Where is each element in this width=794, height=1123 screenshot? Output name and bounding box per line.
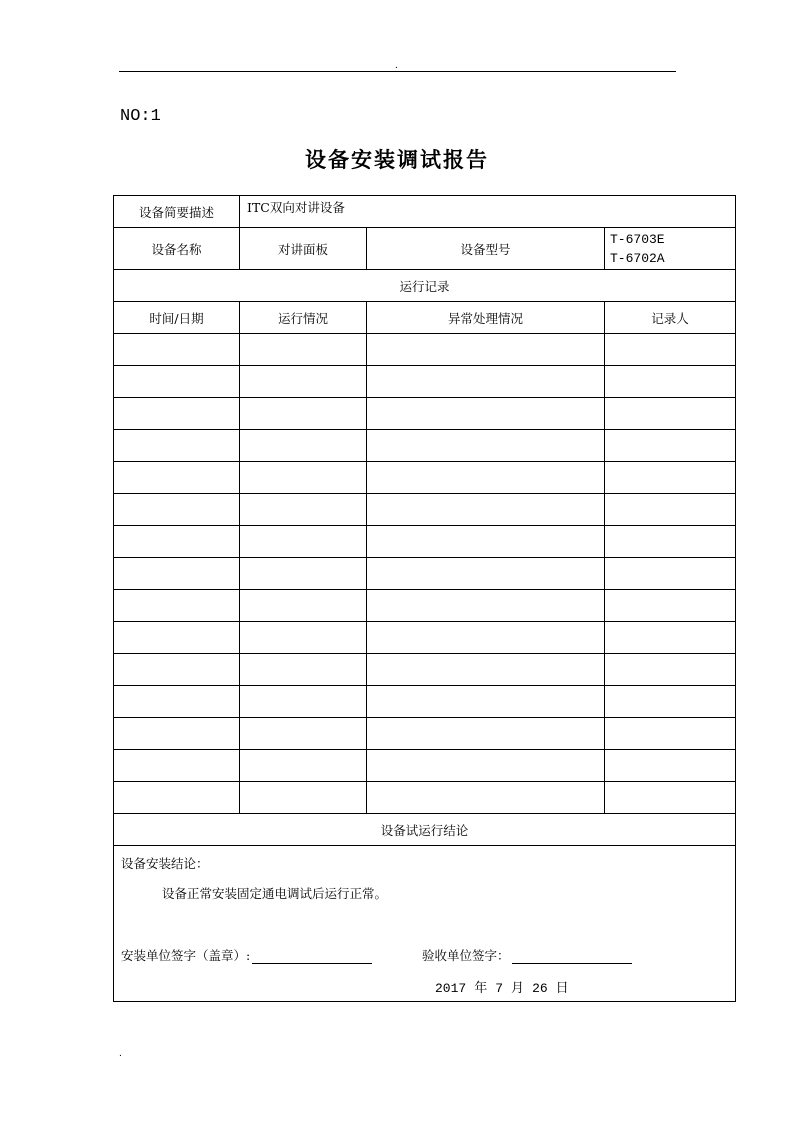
record-exception-cell[interactable] bbox=[367, 430, 605, 462]
record-status-cell[interactable] bbox=[240, 622, 367, 654]
record-exception-cell[interactable] bbox=[367, 590, 605, 622]
record-exception-cell[interactable] bbox=[367, 558, 605, 590]
record-recorder-cell[interactable] bbox=[605, 334, 736, 366]
record-row bbox=[114, 622, 736, 654]
column-header-status: 运行情况 bbox=[240, 302, 367, 334]
record-row bbox=[114, 398, 736, 430]
record-status-cell[interactable] bbox=[240, 558, 367, 590]
record-status-cell[interactable] bbox=[240, 366, 367, 398]
record-exception-cell[interactable] bbox=[367, 398, 605, 430]
record-row bbox=[114, 494, 736, 526]
date-month-unit: 月 bbox=[511, 981, 525, 996]
record-status-cell[interactable] bbox=[240, 654, 367, 686]
equipment-model-value bbox=[605, 228, 736, 270]
record-status-cell[interactable] bbox=[240, 430, 367, 462]
run-record-header: 运行记录 bbox=[114, 270, 736, 302]
record-date-cell[interactable] bbox=[114, 782, 240, 814]
record-date-cell[interactable] bbox=[114, 334, 240, 366]
record-recorder-cell[interactable] bbox=[605, 718, 736, 750]
record-row bbox=[114, 750, 736, 782]
header-rule bbox=[119, 71, 676, 72]
record-status-cell[interactable] bbox=[240, 590, 367, 622]
date-day: 26 bbox=[532, 981, 548, 996]
column-header-recorder: 记录人 bbox=[605, 302, 736, 334]
record-row bbox=[114, 430, 736, 462]
record-row bbox=[114, 686, 736, 718]
record-recorder-cell[interactable] bbox=[605, 750, 736, 782]
equipment-name-value: 对讲面板 bbox=[240, 228, 367, 270]
record-date-cell[interactable] bbox=[114, 686, 240, 718]
record-row bbox=[114, 526, 736, 558]
record-recorder-cell[interactable] bbox=[605, 782, 736, 814]
equipment-name-label: 设备名称 bbox=[114, 228, 240, 270]
record-exception-cell[interactable] bbox=[367, 462, 605, 494]
record-date-cell[interactable] bbox=[114, 526, 240, 558]
record-exception-cell[interactable] bbox=[367, 334, 605, 366]
description-value bbox=[240, 196, 736, 228]
record-recorder-cell[interactable] bbox=[605, 494, 736, 526]
record-date-cell[interactable] bbox=[114, 558, 240, 590]
column-header-date: 时间/日期 bbox=[114, 302, 240, 334]
column-header-exception: 异常处理情况 bbox=[367, 302, 605, 334]
record-exception-cell[interactable] bbox=[367, 654, 605, 686]
header-dot: . bbox=[395, 61, 398, 71]
date-year-unit: 年 bbox=[474, 981, 488, 996]
description-label: 设备简要描述 bbox=[114, 196, 240, 228]
record-date-cell[interactable] bbox=[114, 622, 240, 654]
record-exception-cell[interactable] bbox=[367, 526, 605, 558]
record-recorder-cell[interactable] bbox=[605, 590, 736, 622]
record-status-cell[interactable] bbox=[240, 526, 367, 558]
record-status-cell[interactable] bbox=[240, 750, 367, 782]
description-row bbox=[114, 196, 736, 228]
record-recorder-cell[interactable] bbox=[605, 526, 736, 558]
record-status-cell[interactable] bbox=[240, 398, 367, 430]
acceptor-signature bbox=[422, 946, 632, 964]
record-row bbox=[114, 654, 736, 686]
record-date-cell[interactable] bbox=[114, 654, 240, 686]
date-day-unit: 日 bbox=[555, 981, 569, 996]
record-row bbox=[114, 334, 736, 366]
install-conclusion-text: 设备正常安装固定通电调试后运行正常。 bbox=[162, 886, 388, 901]
conclusion-cell bbox=[114, 846, 736, 1002]
column-header-row bbox=[114, 302, 736, 334]
equipment-row bbox=[114, 228, 736, 270]
report-form bbox=[113, 195, 736, 1002]
record-date-cell[interactable] bbox=[114, 430, 240, 462]
date-month: 7 bbox=[495, 981, 504, 996]
report-date bbox=[435, 977, 577, 996]
record-exception-cell[interactable] bbox=[367, 750, 605, 782]
run-record-header-row bbox=[114, 270, 736, 302]
record-date-cell[interactable] bbox=[114, 718, 240, 750]
conclusion-row bbox=[114, 846, 736, 1002]
page-title: 设备安装调试报告 bbox=[305, 147, 489, 172]
record-exception-cell[interactable] bbox=[367, 782, 605, 814]
date-year: 2017 bbox=[435, 981, 467, 996]
installer-signature-line[interactable] bbox=[252, 949, 372, 964]
record-date-cell[interactable] bbox=[114, 366, 240, 398]
conclusion-header-row bbox=[114, 814, 736, 846]
record-exception-cell[interactable] bbox=[367, 686, 605, 718]
record-row bbox=[114, 718, 736, 750]
installer-sign-label: 安装单位签字（盖章）: bbox=[121, 948, 251, 963]
record-exception-cell[interactable] bbox=[367, 366, 605, 398]
model-code: T-6702A bbox=[610, 250, 665, 266]
footer-dot: . bbox=[119, 1049, 122, 1059]
acceptor-sign-label: 验收单位签字： bbox=[422, 948, 510, 963]
record-row bbox=[114, 558, 736, 590]
record-exception-cell[interactable] bbox=[367, 622, 605, 654]
record-date-cell[interactable] bbox=[114, 462, 240, 494]
record-recorder-cell[interactable] bbox=[605, 430, 736, 462]
acceptor-signature-line[interactable] bbox=[512, 949, 632, 964]
record-status-cell[interactable] bbox=[240, 782, 367, 814]
record-recorder-cell[interactable] bbox=[605, 686, 736, 718]
document-number: NO:1 bbox=[120, 107, 161, 126]
record-recorder-cell[interactable] bbox=[605, 654, 736, 686]
install-conclusion-label: 设备安装结论： bbox=[121, 856, 209, 871]
record-row bbox=[114, 782, 736, 814]
record-row bbox=[114, 590, 736, 622]
equipment-model-label: 设备型号 bbox=[367, 228, 605, 270]
record-row bbox=[114, 366, 736, 398]
record-recorder-cell[interactable] bbox=[605, 398, 736, 430]
description-text: ITC双向对讲设备 bbox=[247, 200, 345, 215]
record-recorder-cell[interactable] bbox=[605, 366, 736, 398]
installer-signature bbox=[121, 946, 372, 964]
record-exception-cell[interactable] bbox=[367, 494, 605, 526]
record-recorder-cell[interactable] bbox=[605, 622, 736, 654]
conclusion-header: 设备试运行结论 bbox=[114, 814, 736, 846]
record-row bbox=[114, 462, 736, 494]
model-code: T-6703E bbox=[610, 231, 665, 247]
record-date-cell[interactable] bbox=[114, 590, 240, 622]
record-date-cell[interactable] bbox=[114, 398, 240, 430]
record-date-cell[interactable] bbox=[114, 750, 240, 782]
record-exception-cell[interactable] bbox=[367, 718, 605, 750]
record-status-cell[interactable] bbox=[240, 494, 367, 526]
record-recorder-cell[interactable] bbox=[605, 462, 736, 494]
record-status-cell[interactable] bbox=[240, 686, 367, 718]
record-status-cell[interactable] bbox=[240, 718, 367, 750]
record-date-cell[interactable] bbox=[114, 494, 240, 526]
record-recorder-cell[interactable] bbox=[605, 558, 736, 590]
record-status-cell[interactable] bbox=[240, 334, 367, 366]
record-status-cell[interactable] bbox=[240, 462, 367, 494]
